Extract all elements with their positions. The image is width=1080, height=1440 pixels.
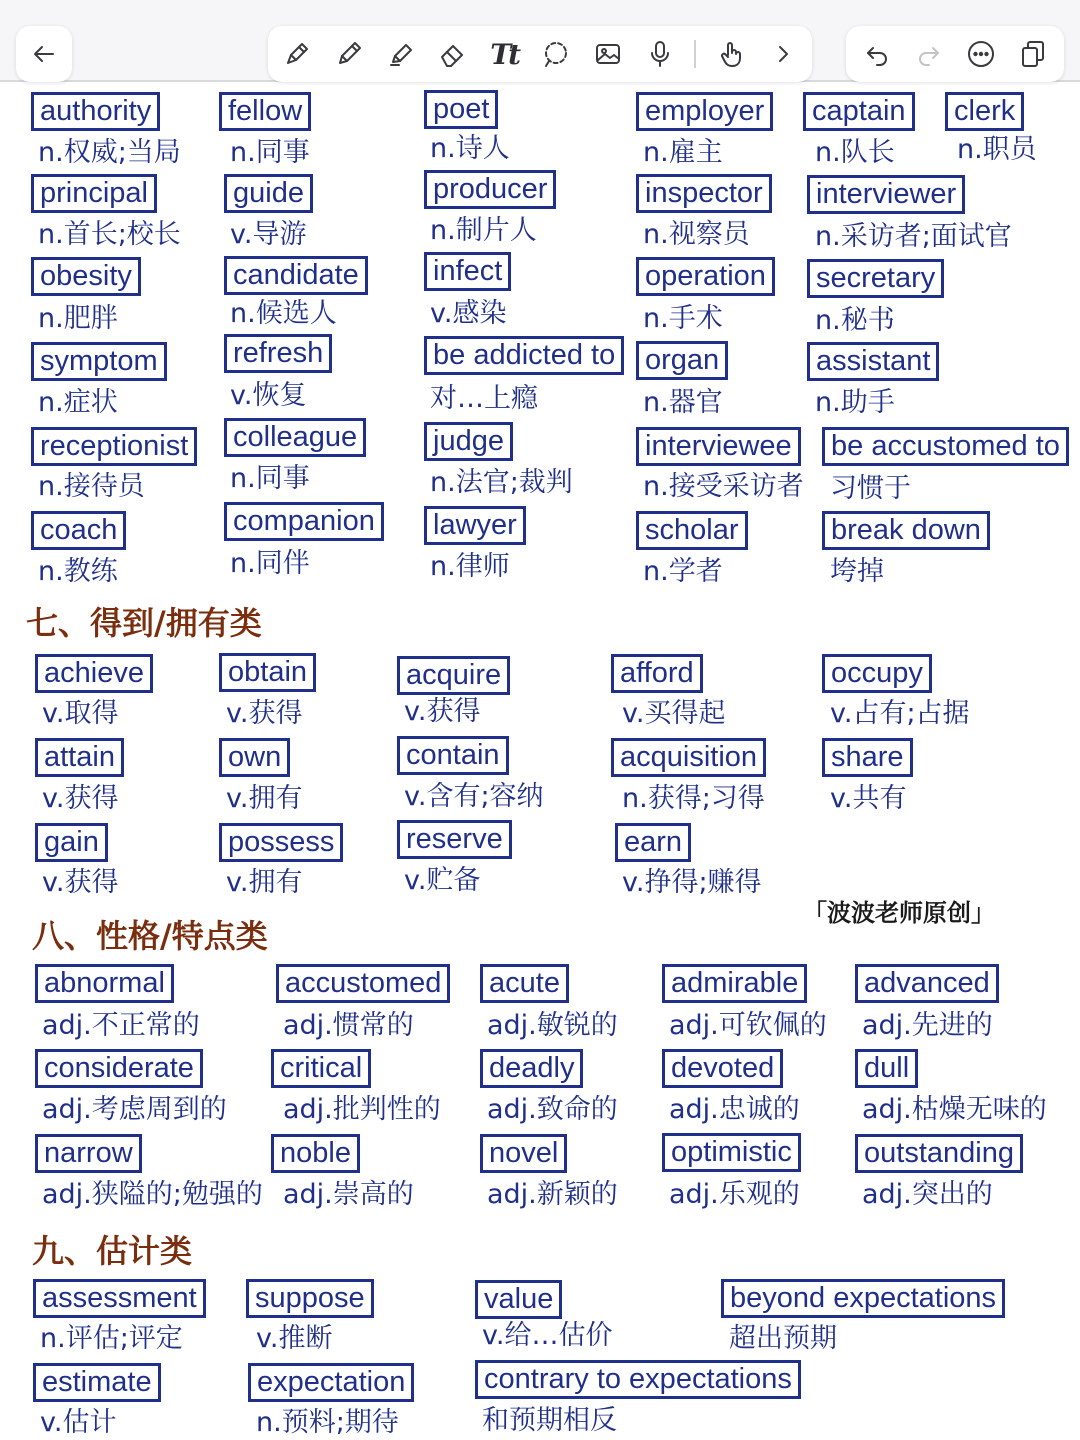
- word-meaning: n.教练: [38, 556, 118, 587]
- image-icon[interactable]: [591, 37, 625, 71]
- word-box[interactable]: suppose: [246, 1279, 374, 1318]
- word-meaning: v.拥有: [226, 783, 303, 814]
- word-box[interactable]: principal: [31, 174, 157, 213]
- word-box[interactable]: interviewee: [636, 427, 801, 466]
- word-box[interactable]: secretary: [807, 259, 944, 298]
- word-box[interactable]: expectation: [248, 1363, 414, 1402]
- word-box[interactable]: employer: [636, 92, 773, 131]
- word-meaning: n.制片人: [430, 215, 537, 246]
- tool-palette: [268, 26, 812, 82]
- word-meaning: adj.可钦佩的: [669, 1010, 827, 1041]
- word-meaning: adj.先进的: [862, 1010, 993, 1041]
- word-box[interactable]: colleague: [224, 418, 366, 457]
- word-box[interactable]: assessment: [33, 1279, 206, 1318]
- word-box[interactable]: infect: [424, 252, 511, 291]
- word-meaning: v.贮备: [404, 865, 481, 896]
- redo-icon[interactable]: [912, 37, 946, 71]
- word-meaning: v.估计: [40, 1407, 117, 1438]
- word-box[interactable]: novel: [480, 1134, 567, 1173]
- word-box[interactable]: break down: [822, 511, 990, 550]
- word-meaning: v.拥有: [226, 867, 303, 898]
- word-meaning: adj.不正常的: [42, 1010, 200, 1041]
- word-box[interactable]: contrary to expectations: [475, 1360, 801, 1399]
- word-box[interactable]: accustomed: [276, 964, 450, 1003]
- word-meaning: adj.批判性的: [283, 1094, 441, 1125]
- word-meaning: v.取得: [42, 698, 119, 729]
- word-meaning: adj.惯常的: [283, 1010, 414, 1041]
- word-box[interactable]: acquire: [397, 656, 510, 695]
- word-box[interactable]: earn: [615, 823, 691, 862]
- back-arrow-icon[interactable]: [27, 37, 61, 71]
- highlighter-icon[interactable]: [384, 37, 418, 71]
- section-heading: 八、性格/特点类: [32, 917, 268, 955]
- word-box[interactable]: outstanding: [855, 1134, 1023, 1173]
- word-meaning: v.感染: [430, 298, 507, 329]
- word-box[interactable]: attain: [35, 738, 124, 777]
- microphone-icon[interactable]: [643, 37, 677, 71]
- word-meaning: v.获得: [42, 867, 119, 898]
- word-meaning: adj.忠诚的: [669, 1094, 800, 1125]
- word-meaning: 对…上瘾: [430, 383, 538, 414]
- word-meaning: n.同事: [230, 137, 310, 168]
- word-box[interactable]: lawyer: [424, 506, 526, 545]
- word-meaning: adj.考虑周到的: [42, 1094, 227, 1125]
- lasso-icon[interactable]: [539, 37, 573, 71]
- word-meaning: n.同事: [230, 463, 310, 494]
- word-box[interactable]: fellow: [219, 92, 311, 131]
- word-box[interactable]: guide: [224, 174, 313, 213]
- word-meaning: n.获得;习得: [622, 783, 765, 814]
- word-meaning: 垮掉: [830, 556, 884, 587]
- word-box[interactable]: contain: [397, 736, 509, 775]
- word-box[interactable]: share: [822, 738, 913, 777]
- word-box[interactable]: critical: [271, 1049, 371, 1088]
- word-box[interactable]: possess: [219, 823, 343, 862]
- word-meaning: v.恢复: [230, 380, 307, 411]
- word-meaning: n.律师: [430, 551, 510, 582]
- toolbar-divider: [694, 40, 696, 68]
- word-meaning: n.队长: [815, 137, 895, 168]
- word-box[interactable]: inspector: [636, 174, 772, 213]
- pen-icon[interactable]: [280, 37, 314, 71]
- section-heading: 九、估计类: [32, 1232, 193, 1270]
- word-box[interactable]: deadly: [480, 1049, 583, 1088]
- word-box[interactable]: clerk: [945, 92, 1024, 131]
- word-box[interactable]: coach: [31, 511, 126, 550]
- word-box[interactable]: reserve: [397, 820, 512, 859]
- word-meaning: n.助手: [815, 387, 895, 418]
- word-box[interactable]: refresh: [224, 334, 332, 373]
- word-box[interactable]: obtain: [219, 653, 316, 692]
- pencil-icon[interactable]: [332, 37, 366, 71]
- word-meaning: n.雇主: [643, 137, 723, 168]
- touch-icon[interactable]: [714, 37, 748, 71]
- word-meaning: n.预料;期待: [256, 1407, 399, 1438]
- word-meaning: adj.突出的: [862, 1179, 993, 1210]
- word-box[interactable]: be addicted to: [424, 336, 624, 375]
- word-meaning: adj.新颖的: [487, 1179, 618, 1210]
- word-meaning: n.接待员: [38, 471, 145, 502]
- word-box[interactable]: considerate: [35, 1049, 203, 1088]
- word-box[interactable]: devoted: [662, 1049, 783, 1088]
- word-box[interactable]: achieve: [35, 654, 153, 693]
- word-box[interactable]: own: [219, 738, 290, 777]
- action-bar: [846, 26, 1064, 82]
- toolbar: [0, 0, 1080, 82]
- undo-icon[interactable]: [860, 37, 894, 71]
- word-box[interactable]: poet: [424, 90, 498, 129]
- word-box[interactable]: assistant: [807, 342, 939, 381]
- word-meaning: n.诗人: [430, 133, 510, 164]
- word-meaning: 超出预期: [729, 1323, 837, 1354]
- word-box[interactable]: optimistic: [662, 1133, 801, 1172]
- word-meaning: n.秘书: [815, 305, 895, 336]
- word-box[interactable]: acquisition: [611, 738, 766, 777]
- word-box[interactable]: scholar: [636, 511, 748, 550]
- word-box[interactable]: authority: [31, 92, 160, 131]
- word-meaning: 习惯于: [830, 473, 911, 504]
- word-box[interactable]: afford: [611, 654, 703, 693]
- word-box[interactable]: captain: [803, 92, 915, 131]
- word-meaning: n.采访者;面试官: [815, 221, 1012, 252]
- word-box[interactable]: gain: [35, 823, 108, 862]
- word-meaning: v.挣得;赚得: [622, 867, 762, 898]
- word-meaning: adj.致命的: [487, 1094, 618, 1125]
- word-box[interactable]: companion: [224, 502, 384, 541]
- word-meaning: v.共有: [830, 783, 907, 814]
- word-meaning: n.症状: [38, 387, 118, 418]
- word-box[interactable]: abnormal: [35, 964, 174, 1003]
- pages-icon[interactable]: [1016, 37, 1050, 71]
- word-meaning: v.买得起: [622, 698, 726, 729]
- word-box[interactable]: be accustomed to: [822, 427, 1069, 466]
- word-box[interactable]: judge: [424, 422, 513, 461]
- back-button[interactable]: [16, 26, 72, 82]
- eraser-icon[interactable]: [435, 37, 469, 71]
- word-box[interactable]: occupy: [822, 654, 932, 693]
- word-box[interactable]: value: [475, 1280, 562, 1319]
- word-meaning: v.获得: [404, 696, 481, 727]
- word-meaning: adj.崇高的: [283, 1179, 414, 1210]
- word-box[interactable]: noble: [271, 1134, 360, 1173]
- section-heading: 七、得到/拥有类: [26, 604, 262, 642]
- word-meaning: n.视察员: [643, 219, 750, 250]
- word-meaning: v.获得: [42, 783, 119, 814]
- word-meaning: n.肥胖: [38, 303, 118, 334]
- author-credit: 「波波老师原创」: [803, 899, 995, 927]
- word-meaning: v.导游: [230, 219, 307, 250]
- word-meaning: n.学者: [643, 556, 723, 587]
- word-box[interactable]: estimate: [33, 1363, 161, 1402]
- word-box[interactable]: obesity: [31, 257, 141, 296]
- word-box[interactable]: advanced: [855, 964, 999, 1003]
- word-box[interactable]: acute: [480, 964, 569, 1003]
- word-meaning: n.法官;裁判: [430, 467, 573, 498]
- word-meaning: n.权威;当局: [38, 137, 181, 168]
- word-meaning: adj.乐观的: [669, 1179, 800, 1210]
- word-box[interactable]: operation: [636, 257, 775, 296]
- word-box[interactable]: interviewer: [807, 175, 965, 214]
- word-meaning: v.含有;容纳: [404, 781, 544, 812]
- word-meaning: n.同伴: [230, 548, 310, 579]
- word-box[interactable]: dull: [855, 1049, 918, 1088]
- word-meaning: adj.敏锐的: [487, 1010, 618, 1041]
- word-meaning: n.接受采访者: [643, 471, 804, 502]
- word-meaning: n.手术: [643, 303, 723, 334]
- chevron-right-icon[interactable]: [766, 37, 800, 71]
- word-meaning: v.给…估价: [482, 1320, 613, 1351]
- word-box[interactable]: organ: [636, 341, 728, 380]
- more-icon[interactable]: [964, 37, 998, 71]
- word-meaning: adj.枯燥无味的: [862, 1094, 1047, 1125]
- word-meaning: n.候选人: [230, 298, 337, 329]
- word-box[interactable]: narrow: [35, 1134, 142, 1173]
- text-tool-glyph: Tt: [490, 37, 519, 71]
- word-box[interactable]: receptionist: [31, 427, 197, 466]
- word-box[interactable]: beyond expectations: [721, 1279, 1005, 1318]
- word-meaning: n.器官: [643, 387, 723, 418]
- word-box[interactable]: symptom: [31, 342, 167, 381]
- word-meaning: n.首长;校长: [38, 219, 181, 250]
- word-box[interactable]: candidate: [224, 256, 368, 295]
- word-meaning: v.推断: [256, 1323, 333, 1354]
- word-meaning: v.占有;占据: [830, 698, 970, 729]
- word-meaning: adj.狭隘的;勉强的: [42, 1179, 263, 1210]
- word-box[interactable]: admirable: [662, 964, 807, 1003]
- word-meaning: n.评估;评定: [40, 1323, 183, 1354]
- word-meaning: v.获得: [226, 698, 303, 729]
- text-icon[interactable]: [487, 37, 521, 71]
- word-meaning: 和预期相反: [482, 1405, 617, 1436]
- word-box[interactable]: producer: [424, 170, 556, 209]
- word-meaning: n.职员: [957, 134, 1037, 165]
